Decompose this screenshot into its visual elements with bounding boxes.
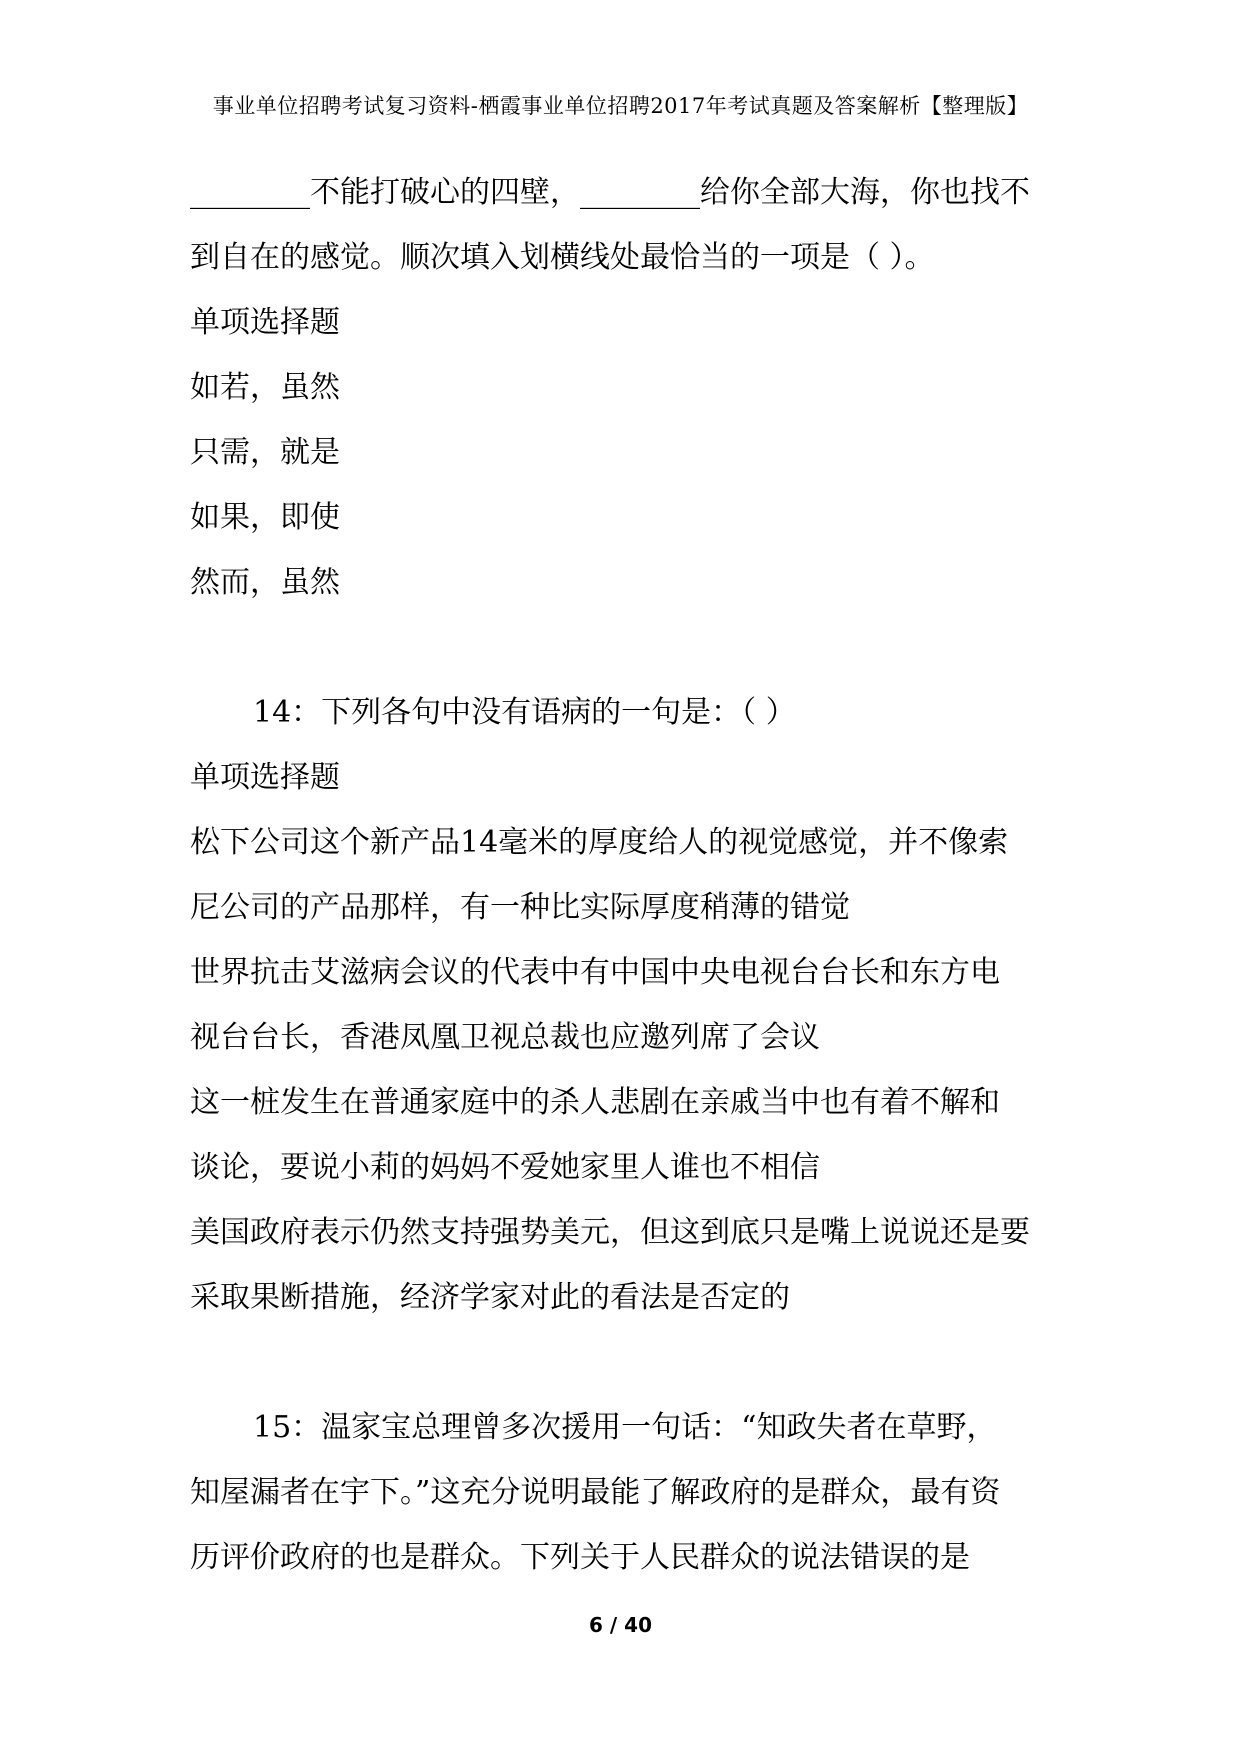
q15-stem-line-3: 历评价政府的也是群众。下列关于人民群众的说法错误的是 (190, 1540, 970, 1575)
q14-question-type: 单项选择题 (190, 760, 340, 795)
page-number: 6 / 40 (589, 1613, 652, 1637)
page-header: 事业单位招聘考试复习资料-栖霞事业单位招聘2017年考试真题及答案解析【整理版】 (212, 94, 1029, 118)
q14-option-a-line-1: 松下公司这个新产品14毫米的厚度给人的视觉感觉，并不像索 (190, 825, 1009, 860)
q15-stem-line-1: 15：温家宝总理曾多次援用一句话：“知政失者在草野， (253, 1410, 997, 1445)
document-body (190, 160, 1060, 1590)
q14-option-b-line-1: 世界抗击艾滋病会议的代表中有中国中央电视台台长和东方电 (190, 955, 1000, 990)
q14-option-b-line-2: 视台台长，香港凤凰卫视总裁也应邀列席了会议 (190, 1020, 820, 1055)
q13-option-d: 然而，虽然 (190, 565, 340, 600)
q14-option-c-line-1: 这一桩发生在普通家庭中的杀人悲剧在亲戚当中也有着不解和 (190, 1085, 1000, 1120)
q13-question-type: 单项选择题 (190, 305, 340, 340)
q14-option-d-line-2: 采取果断措施，经济学家对此的看法是否定的 (190, 1280, 790, 1315)
q13-option-b: 只需，就是 (190, 435, 340, 470)
q14-option-d-line-1: 美国政府表示仍然支持强势美元，但这到底只是嘴上说说还是要 (190, 1215, 1030, 1250)
q13-stem-line-2: 到自在的感觉。顺次填入划横线处最恰当的一项是（ ）。 (190, 240, 935, 275)
q13-option-a: 如若，虽然 (190, 370, 340, 405)
q14-option-a-line-2: 尼公司的产品那样，有一种比实际厚度稍薄的错觉 (190, 890, 850, 925)
q15-stem-line-2: 知屋漏者在宇下。”这充分说明最能了解政府的是群众，最有资 (190, 1475, 1001, 1510)
q13-stem-line-1: ________不能打破心的四壁，________给你全部大海，你也找不 (190, 175, 1030, 210)
q14-option-c-line-2: 谈论，要说小莉的妈妈不爱她家里人谁也不相信 (190, 1150, 820, 1185)
q14-stem: 14：下列各句中没有语病的一句是：（ ） (253, 695, 796, 730)
q13-option-c: 如果，即使 (190, 500, 340, 535)
